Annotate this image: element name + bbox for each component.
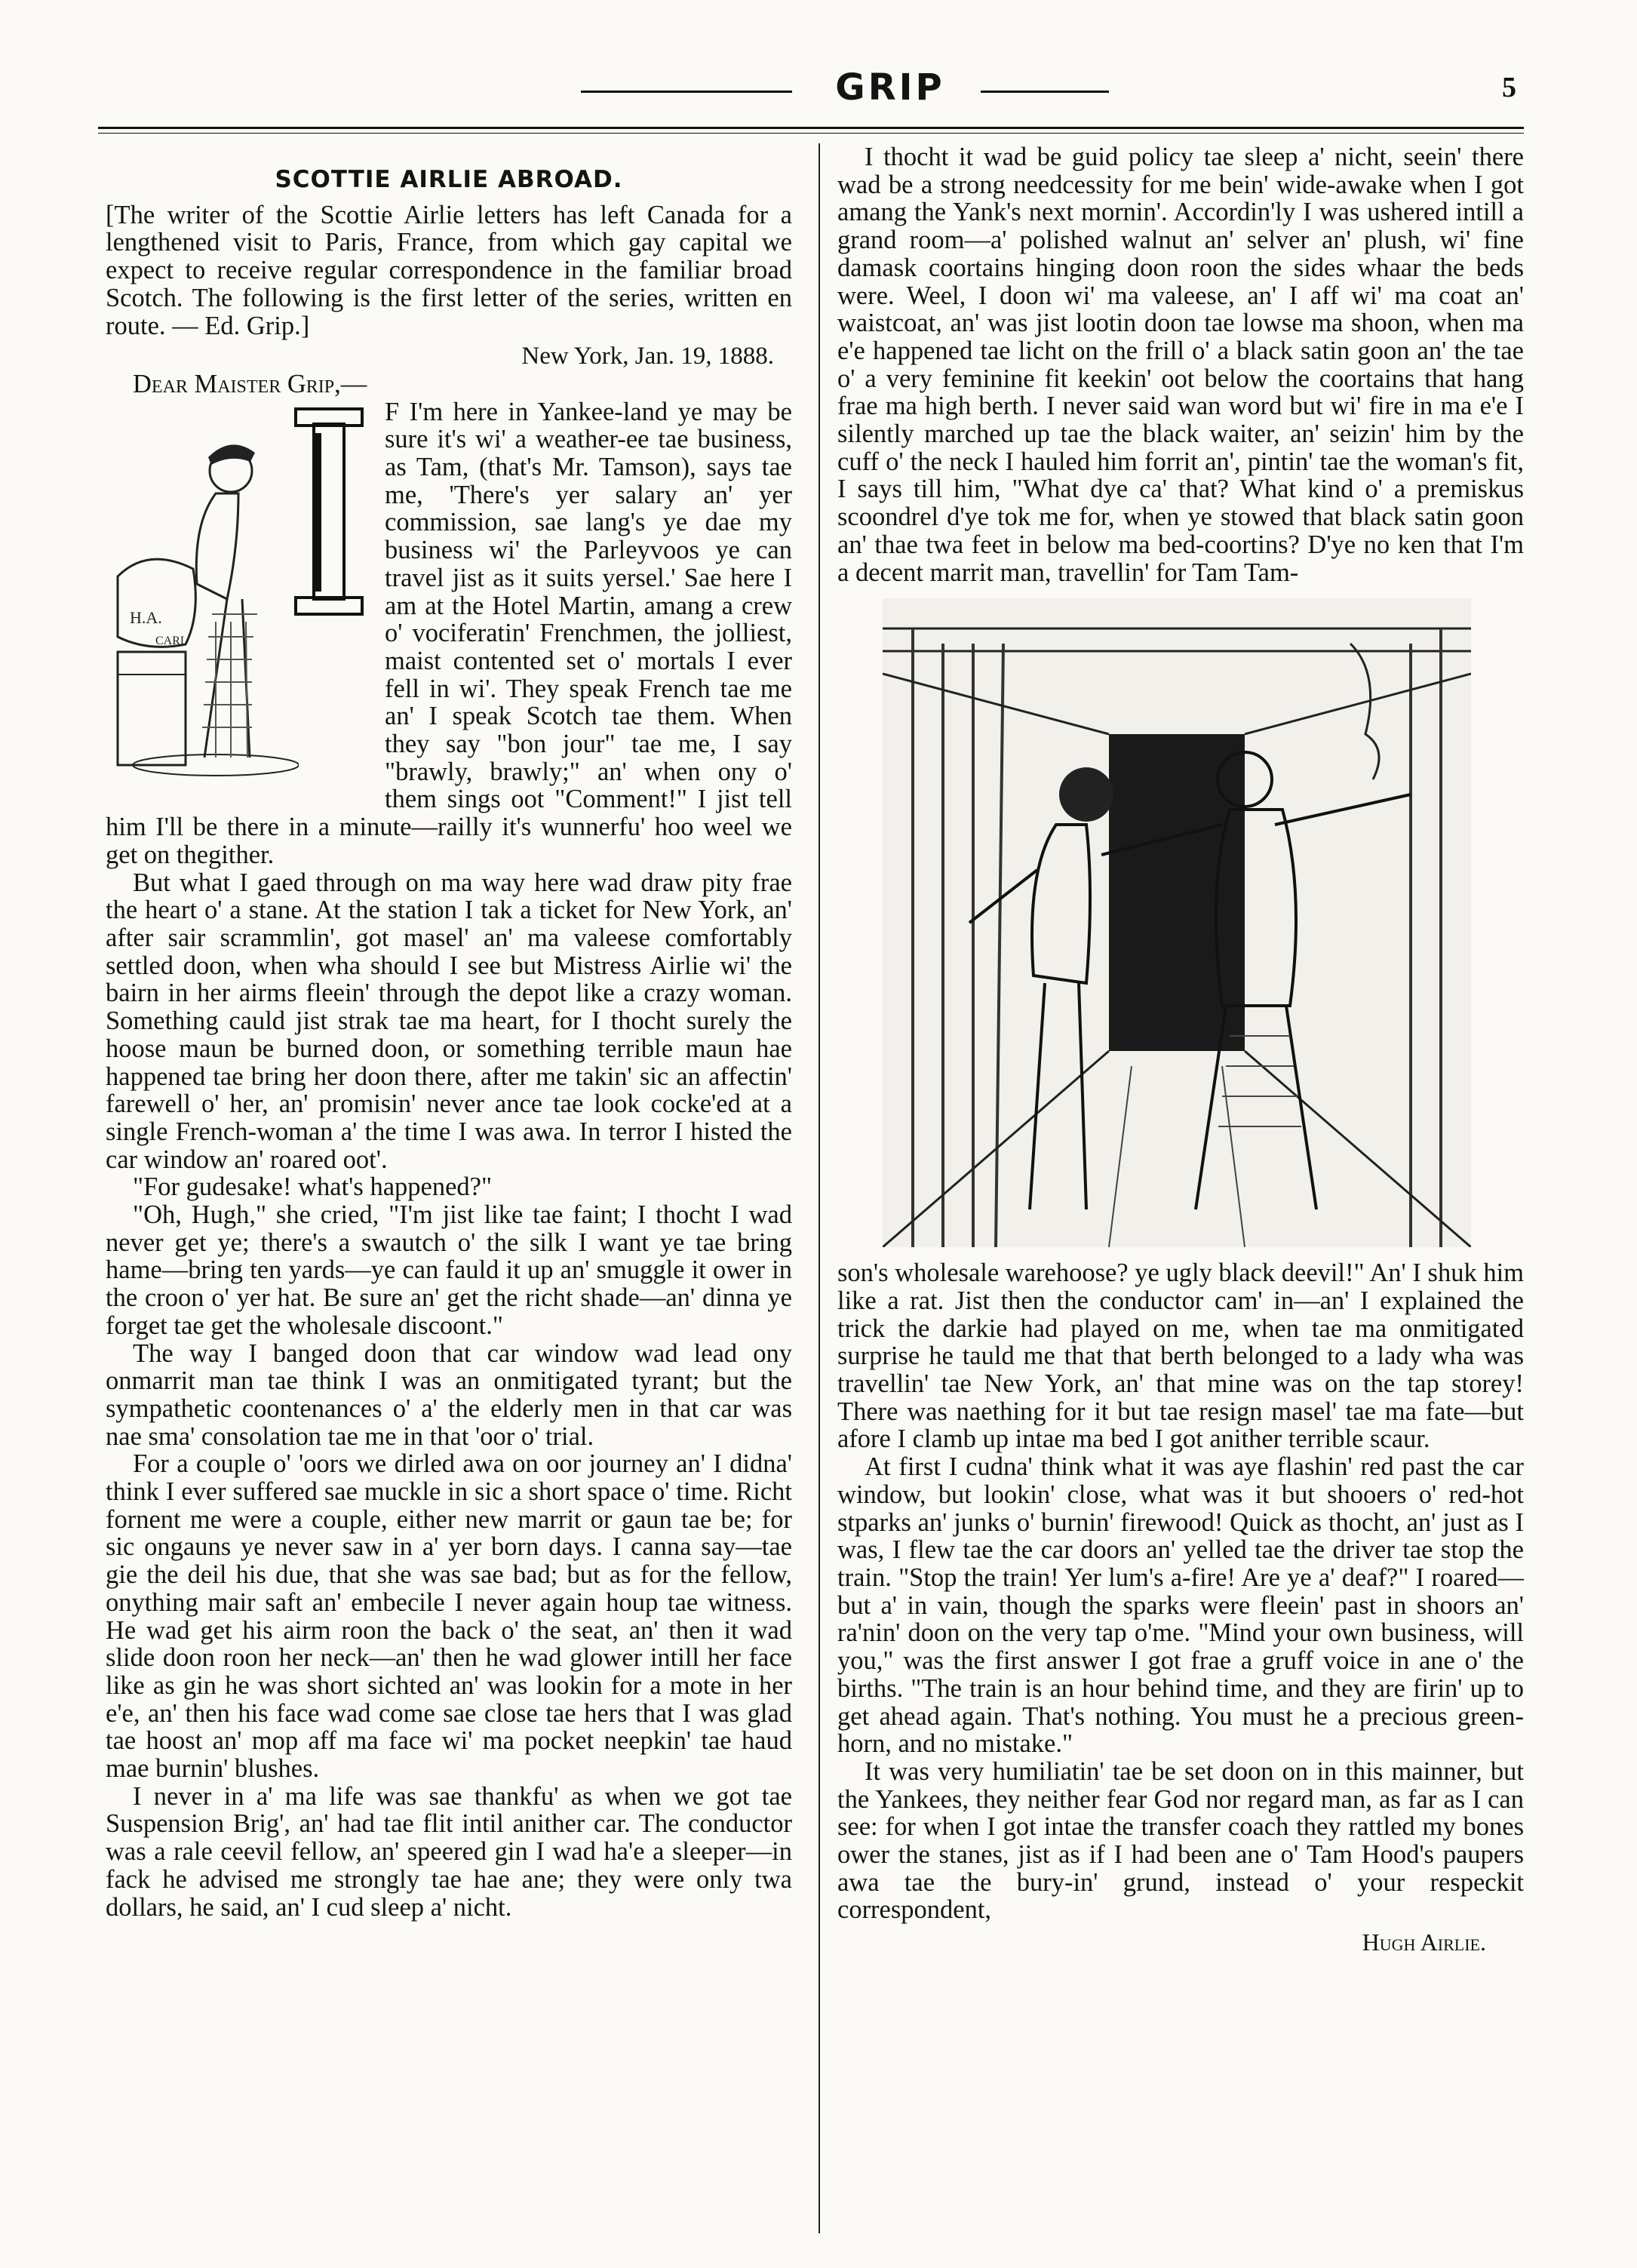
header-rule-thin [98,133,1524,134]
article-heading: SCOTTIE AIRLIE ABROAD. [275,166,623,193]
body-paragraph: At first I cudna' think what it was aye flashin' red past the car window, but lookin' close, what was it but shooers o' red-hot stparks an' junks o' burnin' firewood! Quick as thocht, an' just as I was, I flew tae the car doors an' yelled tae the driver tae stop the train. "Stop the train! Yer lum's a-fire! Are ye a' deaf?" I roared—but a' in vain, though the sparks were fleein' past in shoors an' ra'nin' doon on the very tap o'me. "Mind your own business, will you," was the first answer I got frae a gruff voice in ane o' the births. "The train is an hour behind time, and they are firin' up to get ahead again. That's nothing. You must he a precious green-horn, and no mistake." [837,1452,1524,1759]
bag-sublabel: CARL [155,634,188,647]
body-paragraph: "For gudesake! what's happened?" [133,1172,493,1202]
drop-cap-letter [291,403,367,629]
body-paragraph: I thocht it wad be guid policy tae sleep a' nicht, seein' there wad be a strong needcessity for me bein' wide-awake when I got amang the Yank's next mornin'. Accordin'ly I was ushered intill a grand room—a' polished walnut an' selver an' plush, wi' fine damask coortains hinging doon roon the sides whaar the beds were. Weel, I doon wi' ma valeese, an' I aff wi' ma coat an' waistcoat, an' was jist lootin doon tae lowse ma shoon, when ma e'e happened tae licht on the frill o' a black satin goon an' the tae o' a very feminine fit keekin' oot below the coortains that hang frae ma high berth. I never said wan word but wi' fire in ma e'e I silently marched up tae the black waiter, an' seizin' him by the cuff o' the neck I hauled him forrit an', pintin' tae the woman's fit, I says till him, "What dye ca' that? What kind o' a premiskus scoondrel d'ye tok me for, when ye stowed that black satin goon an' thae twa feet in below ma bed-coortins? D'ye no ken that I'm a decent marrit man, travellin' for Tam Tam- [837,143,1524,587]
masthead-right-rule [981,91,1109,93]
body-paragraph: But what I gaed through on ma way here wad draw pity frae the heart o' a stane. At the station I tak a ticket for New York, an' after sair scrammlin', got masel' an' ma valeese comfortably settled doon, when wha should I see but Mistress Airlie wi' the bairn in her airms fleein' through the depot like a crazy woman. Something cauld jist strak tae ma heart, for I thocht surely the hoose maun be burned doon, or something terrible maun hae happened tae bring her doon there, after me takin' sic an affectin' farewell o' her, an' promisin' never ance tae look cocke'ed at a single French-woman a' the time I was awa. In terror I histed the car window an' roared oot'. [106,868,792,1174]
masthead [98,66,1531,119]
masthead-left-rule [581,91,792,93]
opening-illustration-block [103,403,374,795]
dateline: New York, Jan. 19, 1888. [521,343,774,370]
body-paragraph: "Oh, Hugh," she cried, "I'm jist like tae faint; I thocht I wad never get ye; there's a swautch o' the silk I want ye tae bring hame—bring ten yards—ye can fauld it up an' smuggle it ower in the croon o' yer hat. Be sure an' get the richt shade—an' dinna ye forget tae get the wholesale discoont." [106,1200,792,1340]
masthead-title: GRIP [835,66,945,109]
editor-note: [The writer of the Scottie Airlie letters has left Canada for a lengthened visit to Paris, France, from which gay capital we expect to receive regular correspondence in the familiar broad Scotch. The following is the first letter of the series, written en route. — Ed. Grip.] [106,200,792,340]
salutation: Dear Maister Grip,— [133,369,367,398]
drop-cap [291,403,367,629]
body-paragraph: It was very humiliatin' tae be set doon on in this mainner, but the Yankees, they neither fear God nor regard man, as far as I can see: for when I got intae the transfer coach they rattled my bones ower the stanes, jist as if I had been ane o' Tam Hood's paupers awa tae the bury-in' grund, instead o' your respeckit correspondent, [837,1756,1524,1925]
body-paragraph: son's wholesale warehoose? ye ugly black deevil!" An' I shuk him like a rat. Jist then the conductor cam' in—an' I explained the trick the darkie had played on me, when tae ma onmitigated surprise he tauld me that that berth belonged to a lady wha was travellin' tae New York, an' that mine was on the tap storey! There was naething for it but tae resign masel' tae ma fate—but afore I clamb up intae ma bed I got anither terrible scaur. [837,1258,1524,1454]
column-divider [818,143,820,2233]
body-paragraph: I never in a' ma life was sae thankfu' as when we got tae Suspension Brig', an' had tae flit intil anither car. The conductor was a rale ceevil fellow, an' speered gin I wad ha'e a sleeper—in fack he advised me strongly tae hae ane; they were only twa dollars, he said, an' I cud sleep a' nicht. [106,1781,792,1922]
body-paragraph: F I'm here in Yankee-land ye may be sure it's wi' a weather-ee tae business, as Tam, (that's Mr. Tamson), says tae me, 'There's yer salary an' yer commission, sae lang's ye dae my business wi' the Parleyvoos ye can travel jist as it suits yersel.' Sae here I am at the Hotel Martin, amang a crew o' vociferatin' Frenchmen, the jolliest, maist contented set o' mortals I ever fell in wi'. They speak French tae me an' I speak Scotch tae them. When they say "bon jour" tae me, I say "brawly, brawly;" an' when ony o' them sings oot "Comment!" I jist tell him I'll be there in a minute—railly it's wunnerfu' hoo weel we get on thegither. [106,397,792,869]
body-paragraph: For a couple o' 'oors we dirled awa on oor journey an' I didna' think I ever suffered sae muckle in sic a short space o' time. Richt fornent me were a couple, either new marrit or gaun tae be; for sic ongauns ye never saw in a' yer born days. I canna say—tae gie the deil his due, that she was sae bad; but as for the fellow, onything mair saft an' embecile I never again houp tae witness. He wad get his airm roon the back o' the seat, an' then it wad slide doon roon her neck—an' then he wad glower intill her face like as gin he was short sichted an' was lookin for a mote in her e'e, an' then his face wad come sae close tae hers that I was glad tae hoost an' mop aff ma face wi' ma pocket neepkin' tae haud mae burnin' blushes. [106,1449,792,1784]
signature: Hugh Airlie. [1362,1928,1486,1956]
right-column [837,143,1524,1956]
header-rule [98,127,1524,129]
traveler-illustration [103,426,299,780]
left-column [106,143,792,1921]
body-paragraph: The way I banged doon that car window wad lead ony onmarrit man tae think I was an onmitigated tyrant; but the sympathetic coontenances o' a' the elderly men in that car was nae sma' consolation tae me in that 'oor o' trial. [106,1338,792,1451]
page-number: 5 [1502,72,1516,103]
sleeping-car-illustration [883,598,1471,1247]
bag-label: H.A. [130,607,162,627]
